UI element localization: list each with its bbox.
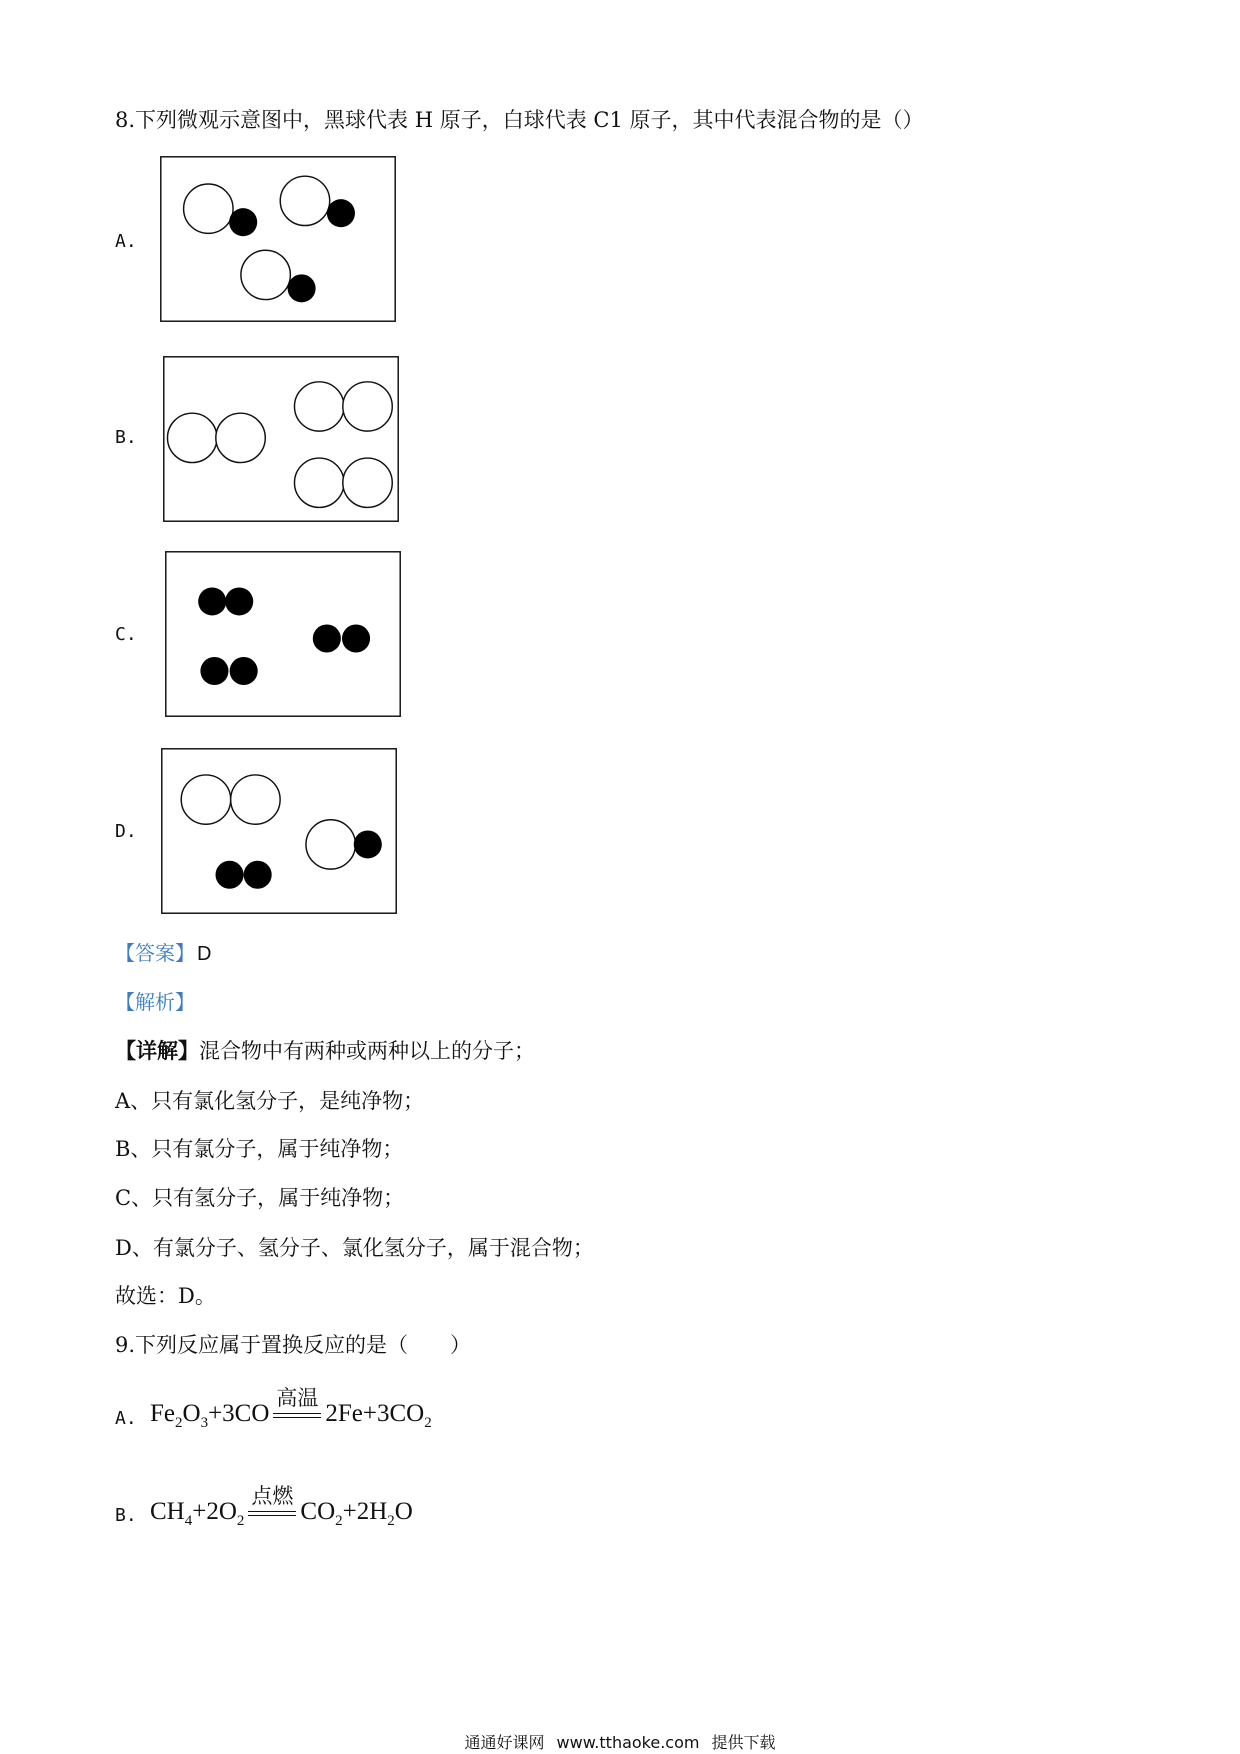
h-atom [230,657,258,685]
h-atom [200,657,228,685]
h-atom [342,624,370,652]
subscript: 2 [175,1415,183,1431]
reaction-condition [248,1484,296,1516]
option-a-label: A. [115,231,137,252]
q9-option-b-equation [150,1484,413,1530]
analysis-label: 【解析】 [115,990,195,1014]
equation-products: $2Fe+3CO_2$ [325,1400,432,1431]
cl-atom [184,184,233,233]
condition-text: 点燃 [251,1484,294,1508]
detail-text: 混合物中有两种或两种以上的分子； [199,1039,535,1063]
q9-option-a-equation [150,1386,432,1432]
detail-point-b: B、只有氯分子，属于纯净物； [115,1137,404,1161]
h-atom [288,274,316,302]
subscript: 2 [335,1513,343,1529]
double-equals-sign [273,1413,321,1418]
cl-atom [294,458,343,507]
option-a-diagram [160,156,396,322]
subscript: 2 [236,1513,245,1529]
footer-url: www.tthaoke.com [556,1733,700,1752]
cl-atom [181,775,230,824]
question-9-stem: 9.下列反应属于置换反应的是（ ） [115,1333,472,1357]
q9-option-b-label: B. [115,1505,137,1526]
h-atom [216,861,244,889]
h-atom [229,208,257,236]
answer-line [115,940,211,967]
diagram-frame [162,749,396,913]
detail-point-d: D、有氯分子、氢分子、氯化氢分子，属于混合物； [115,1236,594,1260]
equation-reactants: $CH_4+2O_2$ [150,1498,245,1529]
cl-atom [167,413,216,462]
h-atom [354,830,382,858]
cl-atom [231,775,280,824]
detail-conclusion: 故选：D。 [115,1284,216,1308]
condition-text: 高温 [276,1386,319,1410]
equation-reactants: $Fe_2O_3+3CO$ [150,1400,270,1431]
h-atom [198,587,226,615]
option-b-label: B. [115,427,137,448]
detail-label: 【详解】 [115,1038,199,1063]
question-8-stem: 8.下列微观示意图中，黑球代表 H 原子，白球代表 C1 原子，其中代表混合物的是（） [115,108,924,132]
q9-option-a-label: A. [115,1408,137,1429]
subscript: 2 [387,1513,395,1529]
subscript: 3 [200,1415,209,1431]
detail-point-c: C、只有氢分子，属于纯净物； [115,1186,405,1210]
cl-atom [216,413,265,462]
equation-products: $CO_2+2H_2O$ [300,1498,413,1529]
h-atom [244,861,272,889]
option-c-diagram [165,551,401,717]
cl-atom [294,382,343,431]
h-atom [313,624,341,652]
cl-atom [241,250,290,299]
cl-atom [343,382,392,431]
cl-atom [306,820,355,869]
h-atom [225,587,253,615]
analysis-line [115,989,195,1015]
footer-suffix: 提供下载 [711,1733,776,1752]
option-d-label: D. [115,821,137,842]
reaction-condition [273,1386,321,1418]
detail-line [115,1038,535,1064]
answer-label: 【答案】 [115,941,195,965]
subscript: 2 [424,1415,432,1431]
answer-value: D [197,943,212,965]
option-b-diagram [163,356,399,522]
detail-point-a: A、只有氯化氢分子，是纯净物； [115,1089,425,1113]
page-footer [0,1734,1240,1752]
double-equals-sign [248,1511,296,1516]
h-atom [327,199,355,227]
footer-site-name: 通通好课网 [464,1733,545,1752]
option-c-label: C. [115,624,137,645]
cl-atom [343,458,392,507]
option-d-diagram [161,748,397,914]
subscript: 4 [184,1513,193,1529]
cl-atom [280,176,329,225]
